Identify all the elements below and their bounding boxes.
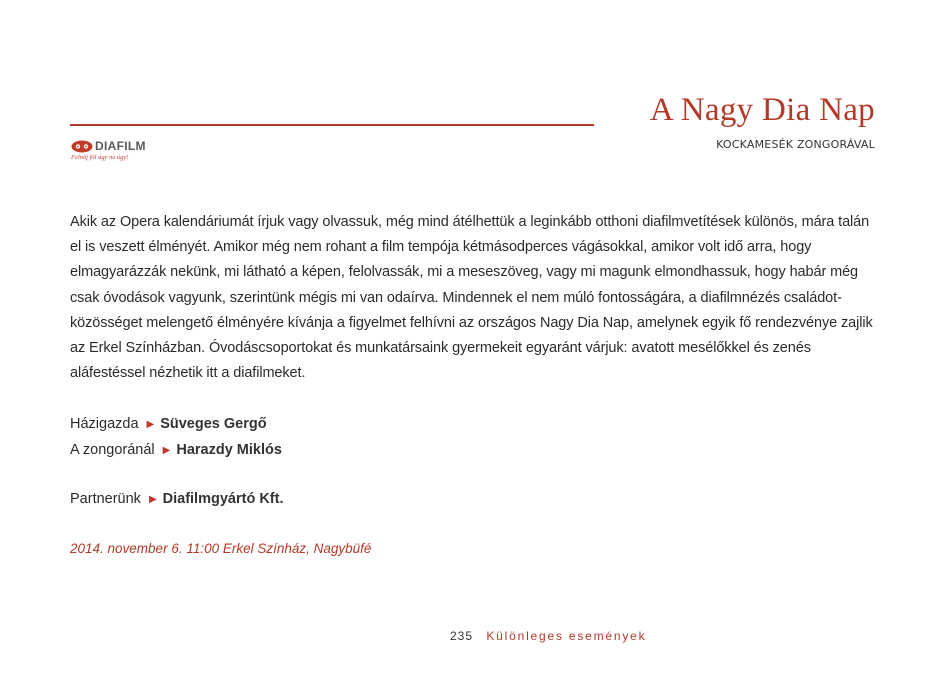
credit-name: Süveges Gergő	[160, 416, 267, 432]
event-description: Akik az Opera kalendáriumát írjuk vagy olvassuk, még mind átélhettük a leginkább otthoni diafilmvetítések különös, mára talán el is veszett élményét. Amikor még nem rohant a film tempója kétmásodperces vágásokkal, amikor volt idő arra, hogy elmagyarázzák nekünk, mi látható a képen, felolvassák, mi a meseszöveg, vagy mi magunk elmondhassuk, hogy habár még csak óvodások vagyunk, szerintünk mégis mi van odaírva. Mindennek el nem múló fontosságára, a diafilmnézés családot-közösséget melengető élményére kívánja a figyelmet felhívni az országos Nagy Dia Nap, amelynek egyik fő rendezvénye zajlik az Erkel Színházban. Óvodáscsoportokat és munkatársaink gyermekeit egyaránt várjuk: avatott mesélőkkel és zenés aláfestéssel nézhetik itt a diafilmeket.	[70, 214, 873, 382]
credit-name: Harazdy Miklós	[176, 442, 282, 458]
triangle-bullet-icon: ▶	[148, 494, 157, 505]
credit-row	[70, 412, 282, 438]
credits-list	[70, 412, 282, 464]
event-date-location: 2014. november 6. 11:00 Erkel Színház, Nagybüfé	[70, 541, 372, 556]
credit-role: A zongoránál	[70, 442, 155, 458]
film-reel-icon	[71, 140, 93, 153]
partner-role: Partnerünk	[70, 491, 141, 507]
partner-name: Diafilmgyártó Kft.	[162, 491, 284, 507]
page-title: A Nagy Dia Nap	[649, 92, 875, 128]
logo-wordmark: DIAFILM	[95, 139, 146, 153]
header-rule	[70, 124, 594, 126]
credit-role: Házigazda	[70, 416, 139, 432]
page-footer	[450, 629, 646, 643]
credit-row	[70, 438, 282, 464]
triangle-bullet-icon: ▶	[162, 445, 171, 456]
page-number: 235	[450, 629, 474, 643]
triangle-bullet-icon: ▶	[146, 419, 155, 430]
partner-row	[70, 487, 283, 513]
section-name: Különleges események	[486, 629, 647, 643]
diafilm-logo	[71, 138, 161, 166]
logo-tagline: Felnőj föl úgy ne úgy!	[71, 154, 129, 161]
page-subtitle: KOCKAMESÉK ZONGORÁVAL	[716, 138, 875, 151]
